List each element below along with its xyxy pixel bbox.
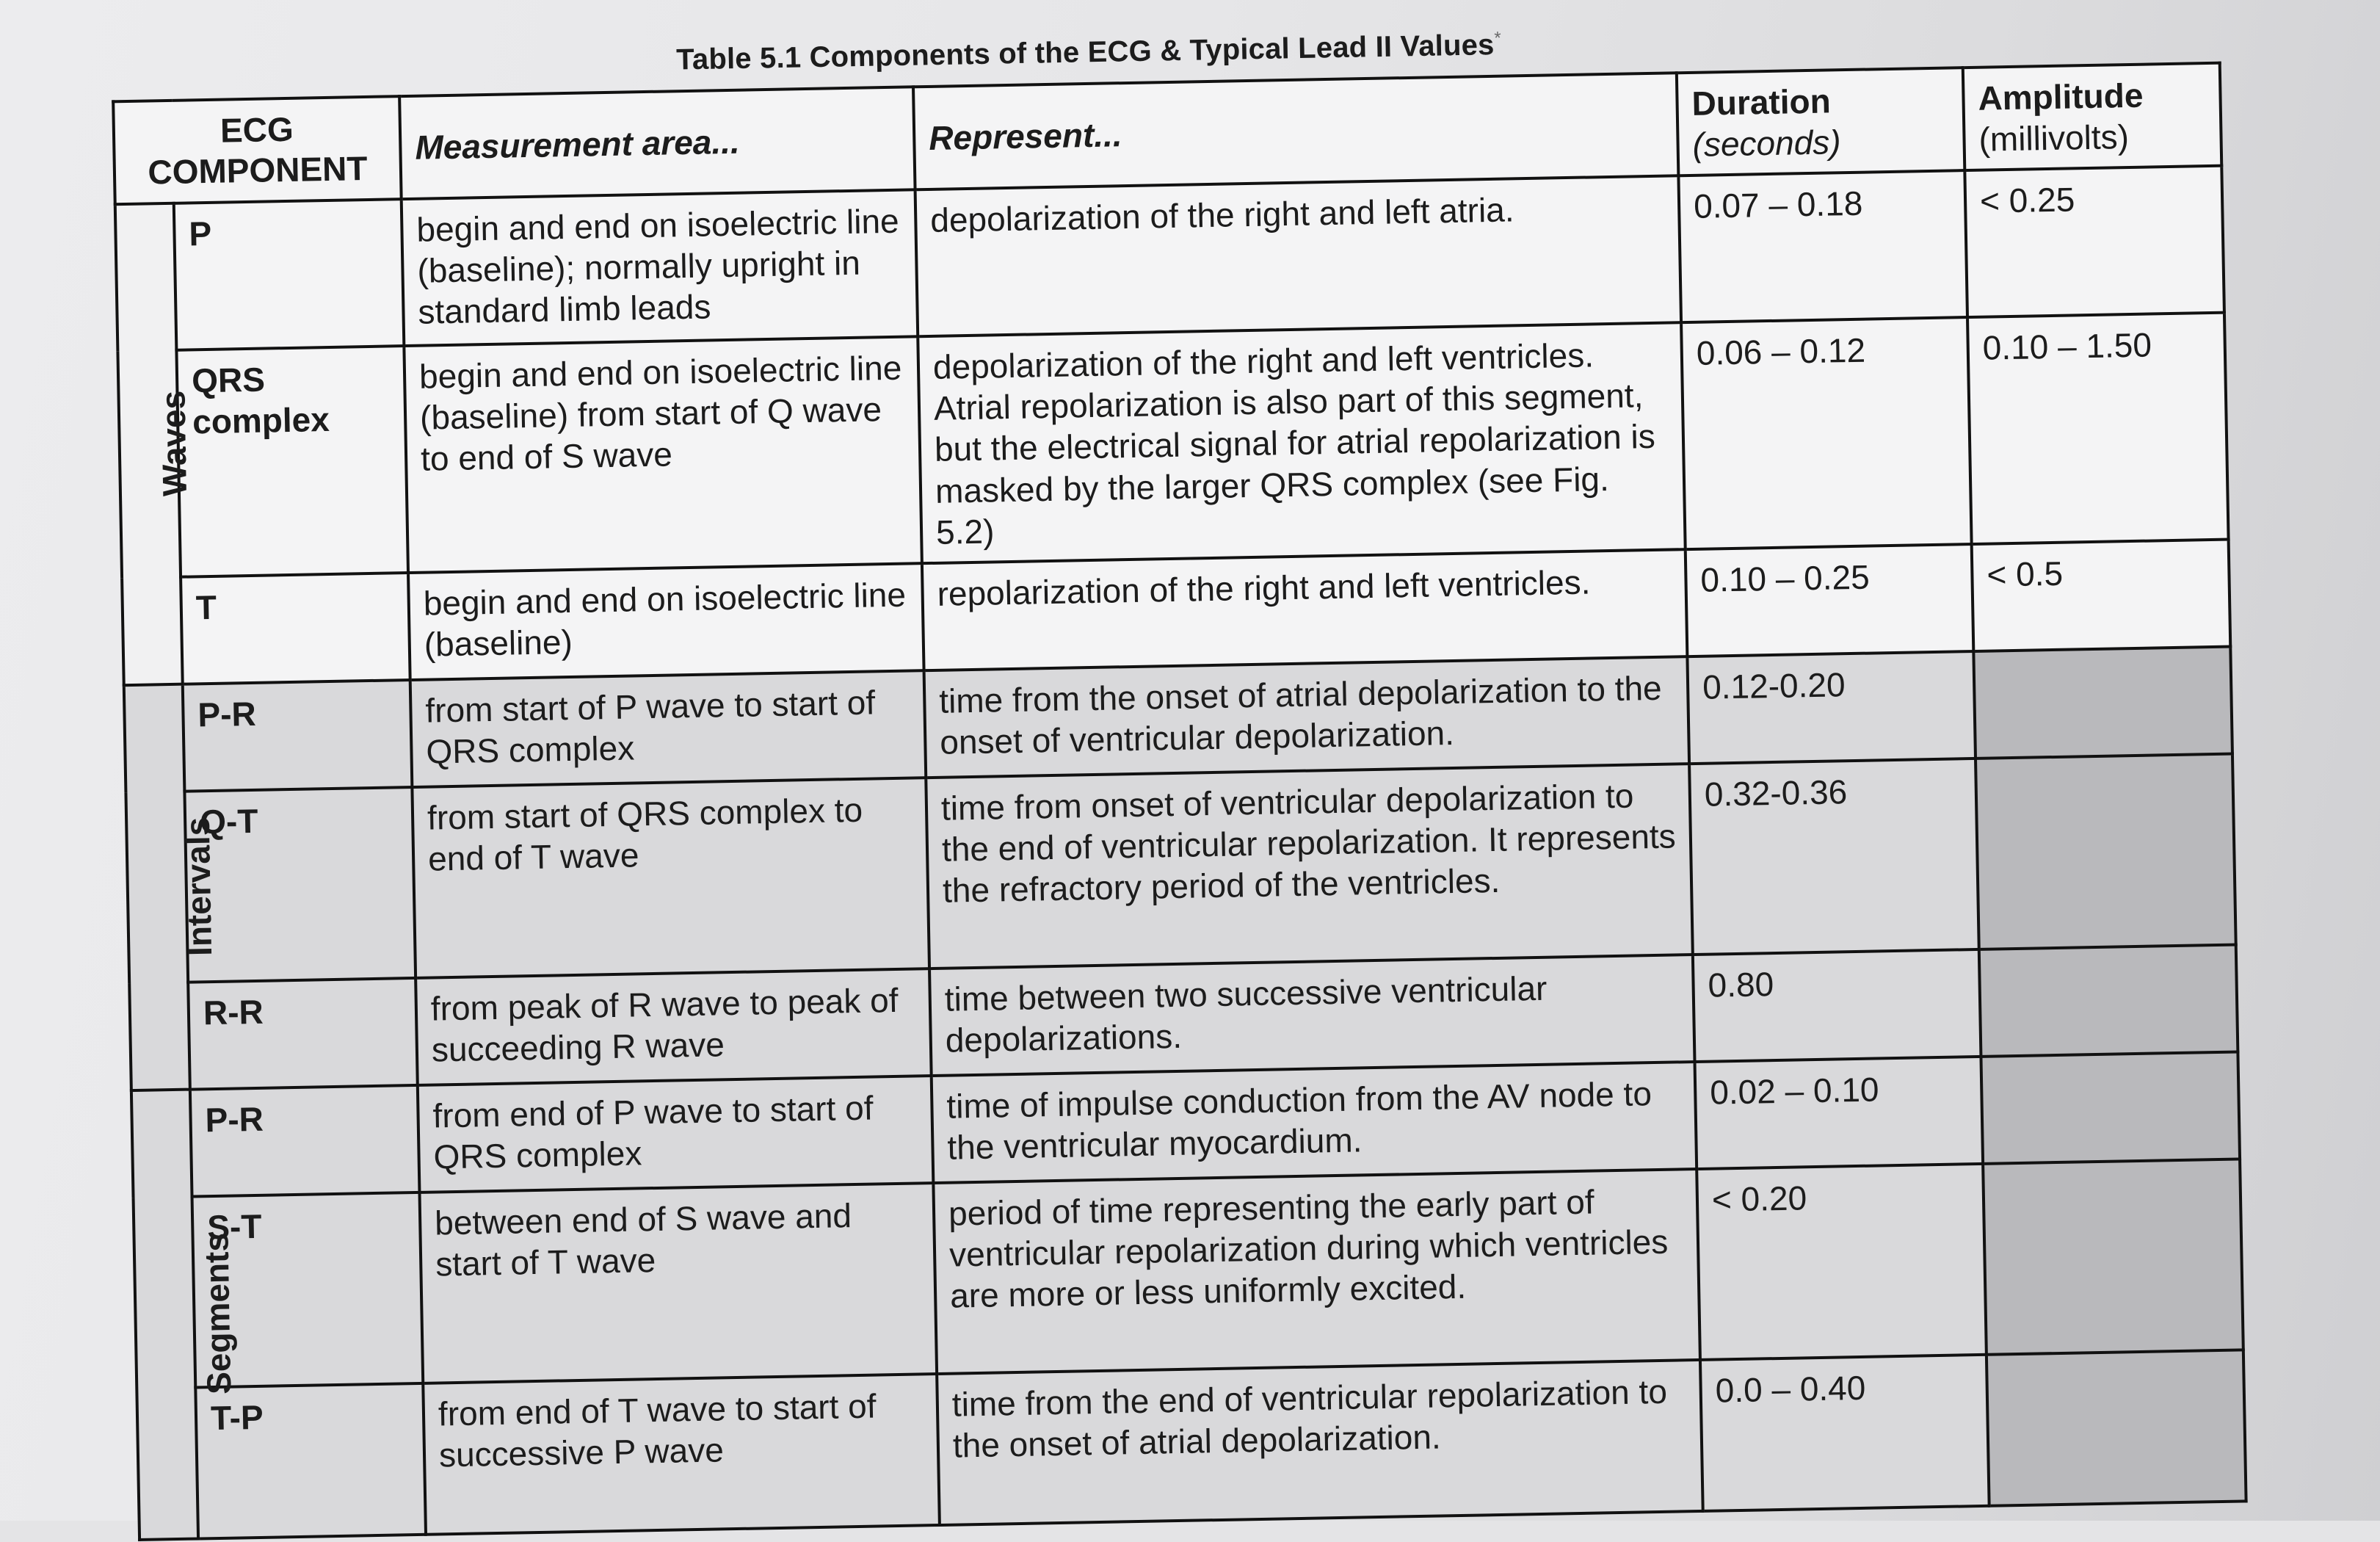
header-duration-label: Duration (1691, 82, 1832, 123)
header-amplitude-unit: (millivolts) (1978, 117, 2130, 159)
measurement-cell: from peak of R wave to peak of succeeding R wave (416, 969, 932, 1085)
duration-cell: < 0.20 (1697, 1164, 1987, 1360)
measurement-cell: from end of T wave to start of successive P wave (423, 1374, 940, 1535)
amplitude-cell (1983, 1159, 2243, 1354)
group-intervals (124, 684, 220, 1090)
table-row (134, 1159, 2243, 1389)
represent-cell: repolarization of the right and left ventricles. (922, 549, 1688, 670)
represent-cell: time from the end of ventricular repolarization to the onset of atrial depolarization. (937, 1360, 1703, 1525)
represent-cell: time from the onset of atrial depolarization to the onset of ventricular depolarization. (924, 656, 1690, 778)
header-duration-unit: (seconds) (1692, 123, 1842, 164)
measurement-cell: begin and end on isoelectric line (baseline); normally upright in standard limb leads (402, 190, 918, 347)
group-label: Waves (153, 390, 195, 497)
table-row (117, 313, 2228, 578)
measurement-cell: from start of QRS complex to end of T wave (412, 778, 929, 978)
amplitude-cell (1976, 753, 2236, 949)
component-name: QRS complex (176, 346, 408, 576)
component-name: R-R (188, 978, 418, 1090)
group-label: Segments (197, 1232, 239, 1395)
caption-footnote-mark: * (1494, 28, 1502, 48)
caption-text: Table 5.1 Components of the ECG & Typical Lead II Values (675, 29, 1495, 76)
header-component: ECG COMPONENT (113, 96, 402, 204)
component-name: P (174, 199, 404, 350)
measurement-cell: between end of S wave and start of T wave (419, 1183, 937, 1383)
represent-cell: time from onset of ventricular depolarization to the end of ventricular repolarization. It represents the refractory period of the ventricles. (926, 764, 1693, 969)
header-measurement: Measurement area... (399, 87, 915, 199)
duration-cell: 0.10 – 0.25 (1686, 544, 1974, 656)
component-name: Q-T (184, 787, 416, 982)
component-name: P-R (183, 680, 413, 792)
amplitude-cell: < 0.5 (1972, 539, 2231, 651)
table-sheet (44, 0, 2274, 1505)
ecg-components-table (112, 62, 2247, 1541)
header-amplitude (1963, 63, 2222, 171)
represent-cell: time of impulse conduction from the AV node to the ventricular myocardium. (932, 1062, 1697, 1183)
duration-cell: 0.12-0.20 (1687, 651, 1976, 764)
measurement-cell: begin and end on isoelectric line (baseline) (408, 563, 924, 680)
component-name: P-R (190, 1085, 420, 1197)
duration-cell: 0.80 (1693, 949, 1981, 1062)
duration-cell: 0.02 – 0.10 (1695, 1057, 1984, 1169)
table-caption (676, 29, 1502, 77)
measurement-cell: from end of P wave to start of QRS complex (418, 1076, 934, 1192)
component-name: S-T (192, 1192, 424, 1388)
component-name: T-P (195, 1383, 426, 1539)
represent-cell: time between two successive ventricular depolarizations. (929, 955, 1695, 1076)
represent-cell: depolarization of the right and left ventricles. Atrial repolarization is also part of this segment, but the electrical signal for atrial repolarization is masked by the larger QRS complex (see Fig. 5.2) (918, 322, 1685, 563)
represent-cell: period of time representing the early part of ventricular repolarization during which ventricles are more or less uniformly excited. (933, 1169, 1700, 1374)
duration-cell: 0.0 – 0.40 (1700, 1355, 1989, 1511)
amplitude-cell: 0.10 – 1.50 (1967, 313, 2229, 544)
measurement-cell: from start of P wave to start of QRS complex (410, 670, 926, 787)
table-row (126, 753, 2235, 983)
duration-cell: 0.06 – 0.12 (1681, 317, 1972, 549)
amplitude-cell (1973, 646, 2232, 758)
amplitude-cell: < 0.25 (1964, 166, 2224, 317)
measurement-cell: begin and end on isoelectric line (baseline) from start of Q wave to end of S wave (404, 336, 922, 572)
component-name: T (181, 573, 410, 684)
duration-cell: 0.32-0.36 (1689, 759, 1979, 955)
amplitude-cell (1979, 944, 2238, 1056)
header-duration (1677, 68, 1965, 175)
represent-cell: depolarization of the right and left atria. (915, 175, 1681, 336)
header-amplitude-label: Amplitude (1978, 76, 2144, 117)
amplitude-cell (1987, 1350, 2246, 1505)
amplitude-cell (1981, 1051, 2240, 1163)
group-waves (115, 203, 195, 685)
group-label: Intervals (178, 817, 220, 957)
header-represent: Represent... (913, 73, 1678, 189)
duration-cell: 0.07 – 0.18 (1678, 170, 1967, 322)
